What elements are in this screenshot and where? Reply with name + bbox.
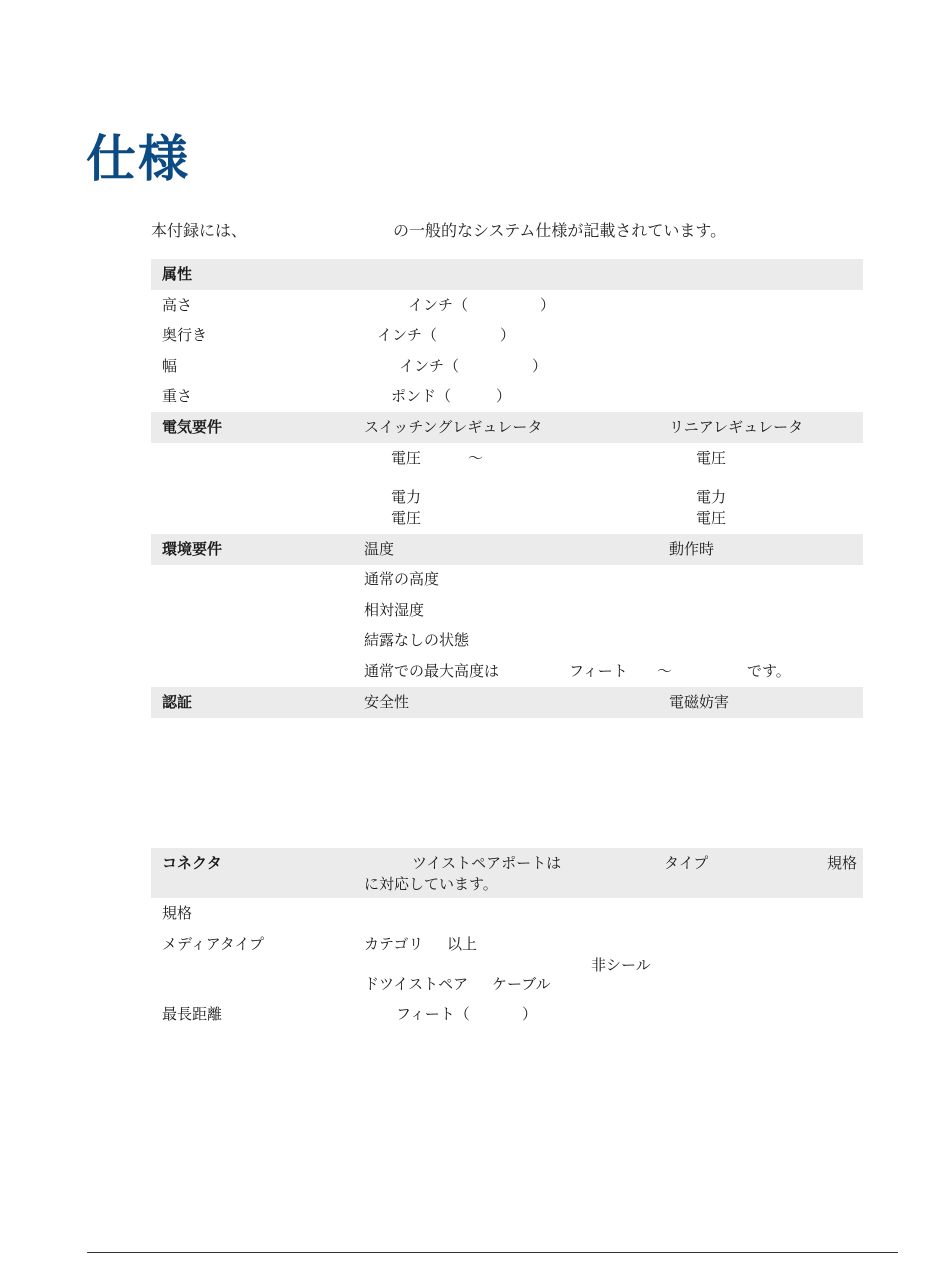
altitude-label: 通常の高度 [364,570,440,588]
certification-header-band [151,687,863,718]
environment-header-band [151,534,863,565]
attributes-header: 属性 [162,265,193,283]
electrical-header: 電気要件 [162,418,223,436]
operating-label: 動作時 [669,540,715,558]
switching-voltage: 電圧 [391,449,422,467]
depth-label: 奥行き [162,326,208,344]
switching-regulator: スイッチングレギュレータ [364,418,543,436]
height-close: ） [540,296,556,314]
max-altitude-unit: フィート [569,662,628,680]
media-twisted-pair: ドツイストペア [364,975,469,993]
connector-desc-d: に対応しています。 [364,875,498,893]
connector-header: コネクタ [162,854,222,872]
linear-regulator: リニアレギュレータ [669,418,804,436]
intro-suffix: の一般的なシステム仕様が記載されています。 [393,221,727,240]
intro-prefix: 本付録には、 [151,221,248,240]
linear-voltage: 電圧 [696,449,727,467]
attributes-header-band [151,259,863,290]
height-label: 高さ [162,296,193,314]
depth-value: インチ（ [377,326,438,344]
connector-desc-c: 規格 [827,854,858,872]
media-or-better: 以上 [447,935,478,953]
connector-desc-b: タイプ [664,854,709,872]
weight-value: ポンド（ [391,387,452,405]
humidity-label: 相対湿度 [364,601,425,619]
footer-rule [87,1252,898,1253]
max-altitude-tilde: ～ [657,662,673,680]
width-close: ） [532,357,548,375]
max-altitude-end: です。 [747,662,791,680]
environment-header: 環境要件 [162,540,223,558]
switching-power: 電力 [391,488,422,506]
condensation-label: 結露なしの状態 [364,631,470,649]
emi-label: 電磁妨害 [669,693,730,711]
switching-voltage-tilde: ～ [468,449,484,467]
switching-voltage-2: 電圧 [391,509,422,527]
weight-close: ） [496,387,512,405]
width-label: 幅 [162,357,178,375]
connector-desc-a: ツイストペアポートは [412,854,562,872]
max-distance-label: 最長距離 [162,1005,223,1023]
temperature-label: 温度 [364,540,395,558]
height-value: インチ（ [408,296,469,314]
media-cable: ケーブル [492,975,551,993]
certification-header: 認証 [162,693,193,711]
media-category: カテゴリ [364,935,424,953]
max-altitude-text: 通常での最大高度は [364,662,500,680]
max-distance-value: フィート（ [396,1005,470,1023]
media-type-label: メディアタイプ [162,935,265,953]
max-distance-close: ） [522,1005,538,1023]
weight-label: 重さ [162,387,193,405]
media-unshielded: 非シール [591,956,651,974]
safety-label: 安全性 [364,693,410,711]
linear-voltage-2: 電圧 [696,509,727,527]
linear-power: 電力 [696,488,727,506]
standard-label: 規格 [162,904,193,922]
width-value: インチ（ [399,357,460,375]
depth-close: ） [500,326,516,344]
page-title: 仕様 [86,130,190,188]
